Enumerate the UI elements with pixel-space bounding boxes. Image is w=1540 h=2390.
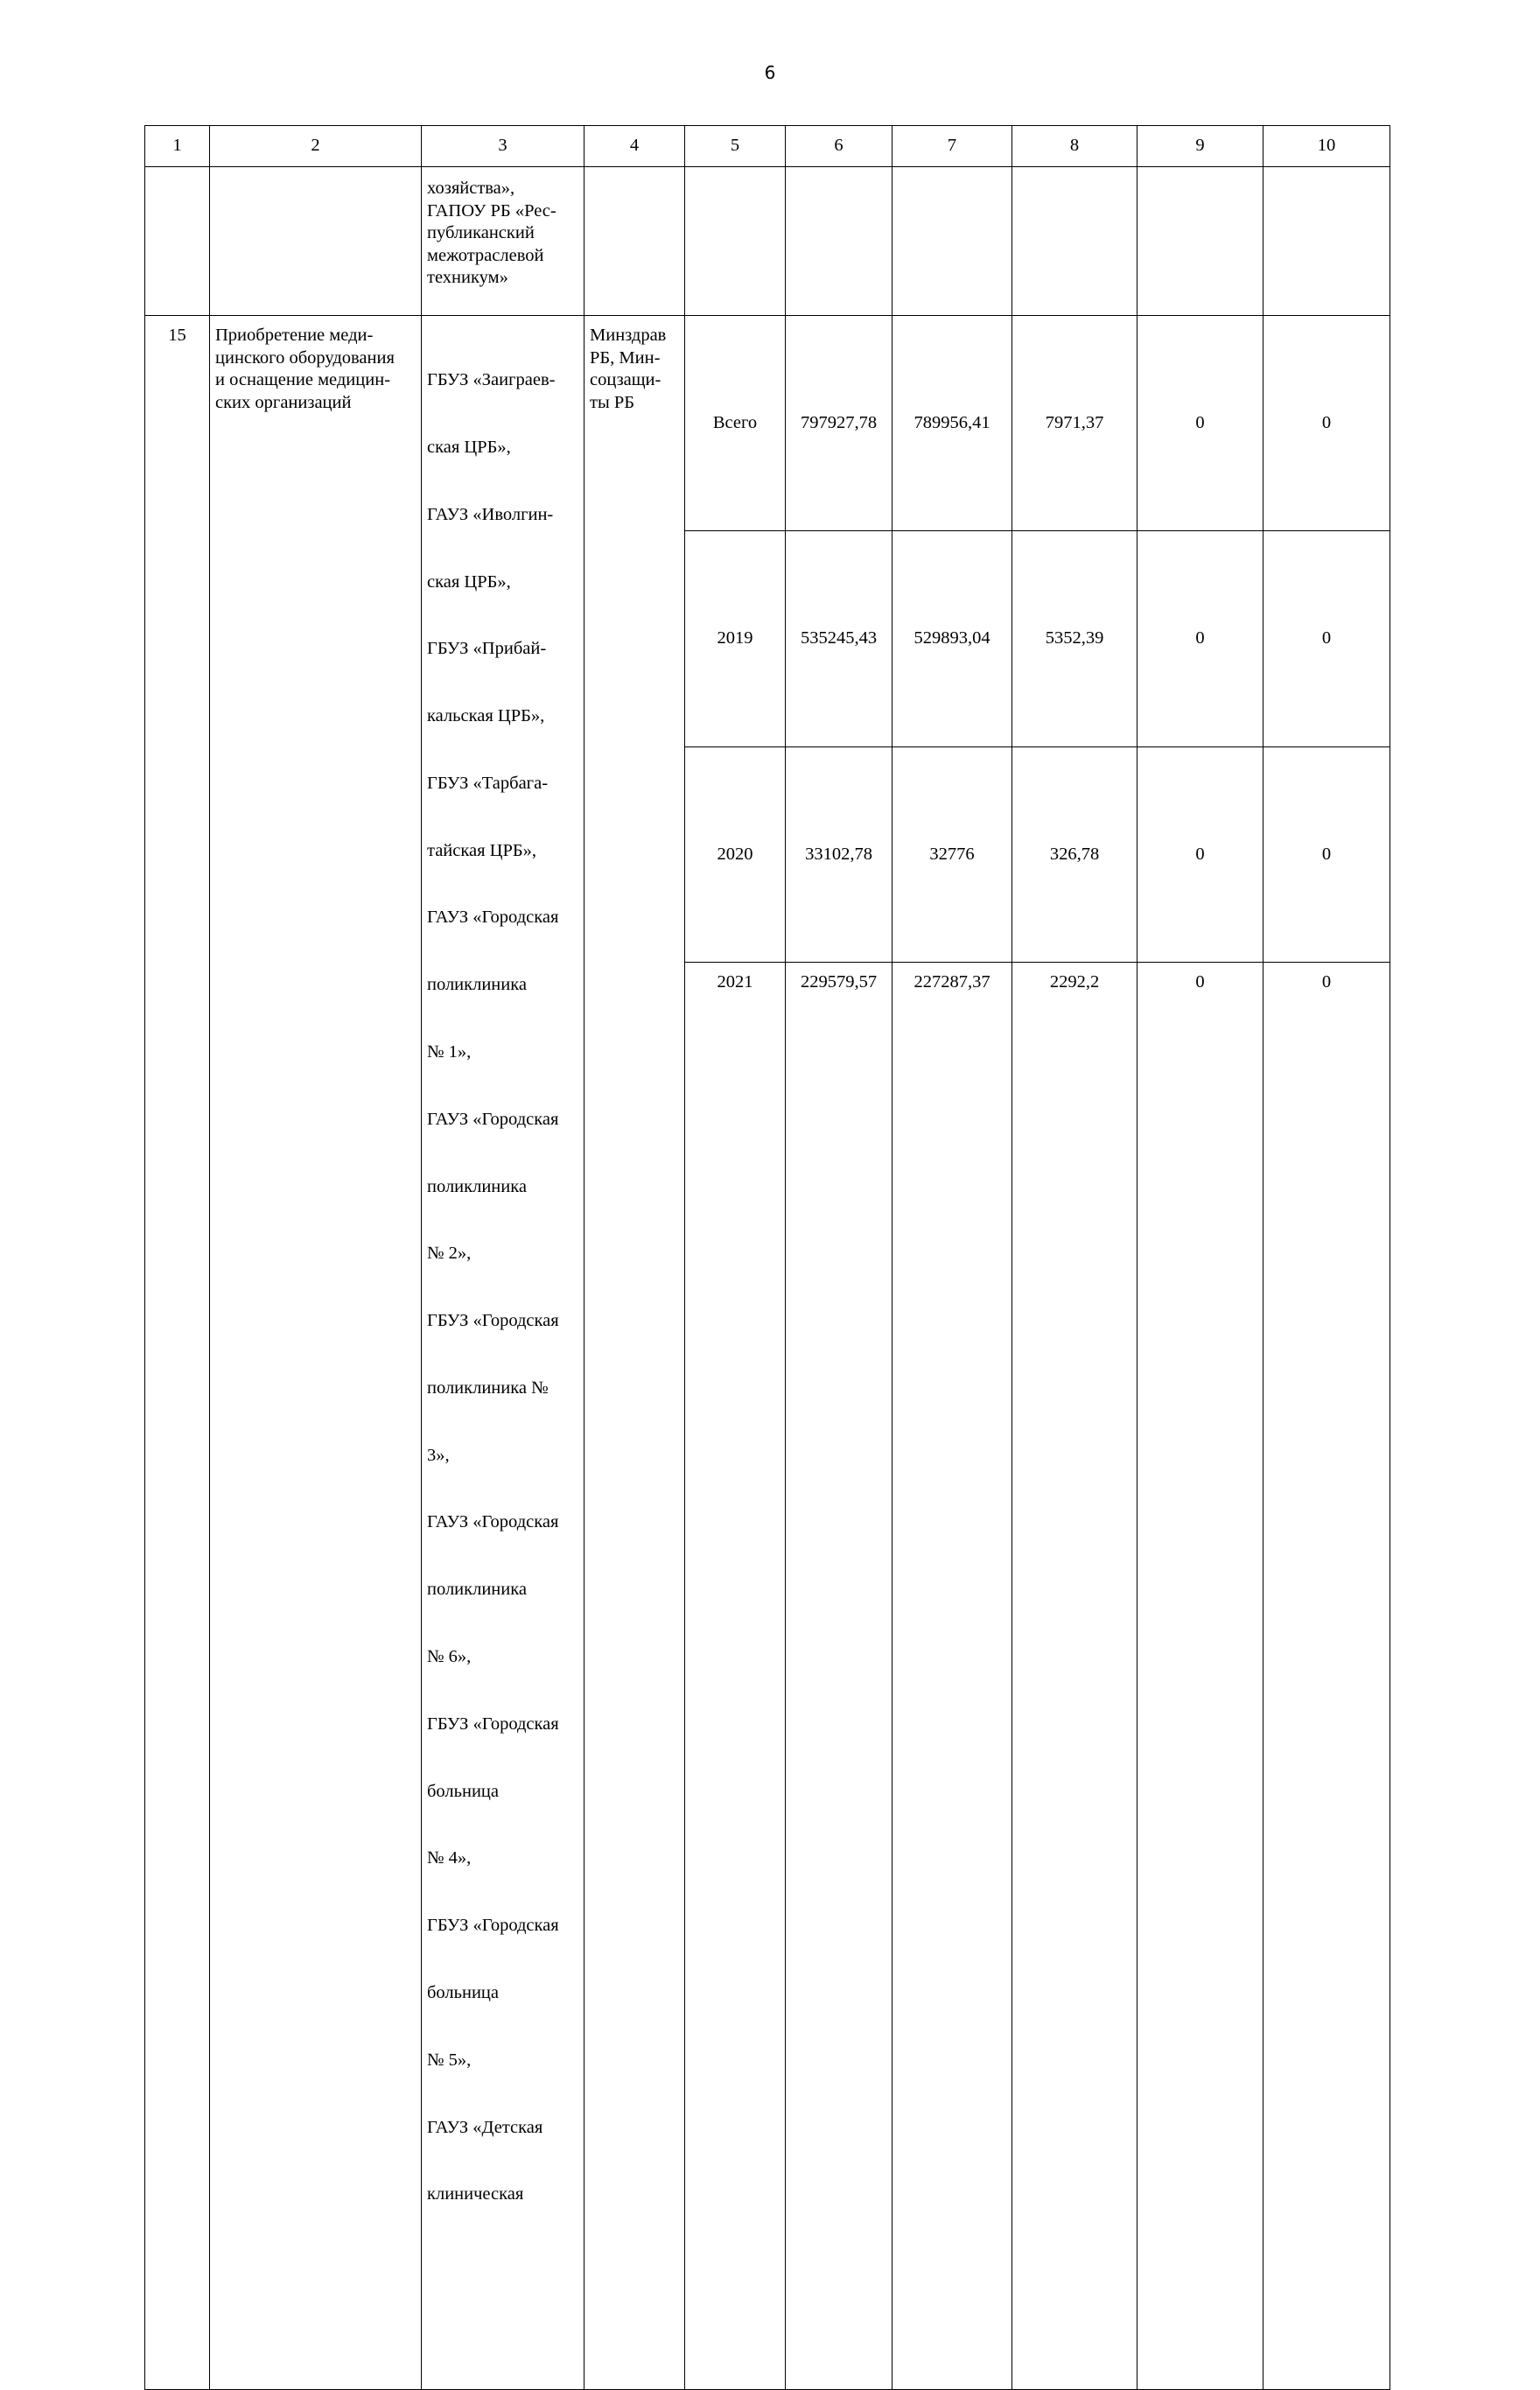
value-col-10: 0 (1264, 963, 1390, 2389)
value-col-7: 227287,37 (892, 963, 1012, 2389)
value-col-8: 5352,39 (1012, 531, 1138, 746)
period-cell: 2021 (685, 963, 786, 2389)
value-col-7: 32776 (892, 746, 1012, 962)
responsible-line: Минздрав (590, 326, 667, 345)
item-name-line: цинского оборудования (215, 347, 395, 368)
item-number: 15 (145, 316, 210, 2390)
executor-line: ГБУЗ «Прибай- (427, 639, 547, 659)
program-table (144, 125, 1390, 2390)
value-col-6: 535245,43 (786, 531, 892, 746)
table-row-continuation (145, 167, 1390, 316)
cont-executors-cell (422, 167, 584, 316)
cont-executors-line: межотраслевой (427, 245, 544, 265)
header-col-3: 3 (422, 126, 584, 167)
header-col-1: 1 (145, 126, 210, 167)
cont-executors-line: хозяйства», (427, 179, 515, 198)
executor-line: ГБУЗ «Тарбага- (427, 773, 549, 793)
header-col-9: 9 (1138, 126, 1264, 167)
cont-cell-9 (1138, 167, 1264, 316)
table-header-row (145, 126, 1390, 167)
value-col-6: 33102,78 (786, 746, 892, 962)
value-col-6: 229579,57 (786, 963, 892, 2389)
executor-line: ская ЦРБ», (427, 571, 511, 592)
item-executors-cell (422, 316, 584, 2390)
executor-line: клиническая (427, 2184, 524, 2204)
item-name-line: ских организаций (215, 392, 352, 412)
responsible-line: соцзащи- (590, 370, 662, 390)
page-number: 6 (764, 62, 776, 83)
header-col-6: 6 (786, 126, 892, 167)
value-col-9: 0 (1138, 316, 1264, 531)
header-col-7: 7 (892, 126, 1012, 167)
executor-line: ГБУЗ «Заиграев- (427, 370, 556, 390)
responsible-line: РБ, Мин- (590, 347, 661, 368)
executor-line: № 6», (427, 1647, 472, 1667)
value-col-10: 0 (1264, 531, 1390, 746)
value-col-10: 0 (1264, 746, 1390, 962)
value-col-7: 789956,41 (892, 316, 1012, 531)
executor-line: поликлиника (427, 975, 528, 995)
cont-executors-line: ГАПОУ РБ «Рес- (427, 200, 556, 221)
executor-line: № 5», (427, 2050, 472, 2070)
item-responsible-cell (584, 316, 685, 2390)
header-col-8: 8 (1012, 126, 1138, 167)
value-col-8: 7971,37 (1012, 316, 1138, 531)
item-name-line: и оснащение медицин- (215, 370, 391, 390)
item-name-cell (210, 316, 422, 2390)
cont-cell-4 (584, 167, 685, 316)
header-col-10: 10 (1264, 126, 1390, 167)
executor-line: ГАУЗ «Детская (427, 2117, 543, 2137)
value-col-6: 797927,78 (786, 316, 892, 531)
value-col-10: 0 (1264, 316, 1390, 531)
value-col-8: 326,78 (1012, 746, 1138, 962)
executor-line: кальская ЦРБ», (427, 706, 545, 726)
header-col-5: 5 (685, 126, 786, 167)
table-row-total (145, 316, 1390, 531)
cont-cell-10 (1264, 167, 1390, 316)
executor-line: поликлиника № (427, 1377, 549, 1398)
value-col-7: 529893,04 (892, 531, 1012, 746)
period-cell: Всего (685, 316, 786, 531)
executor-line: 3», (427, 1445, 450, 1465)
executor-line: ская ЦРБ», (427, 437, 511, 457)
cont-cell-8 (1012, 167, 1138, 316)
executor-line: ГБУЗ «Городская (427, 1916, 559, 1936)
executor-line: ГАУЗ «Иволгин- (427, 504, 554, 524)
executor-line: поликлиника (427, 1176, 528, 1196)
item-name-line: Приобретение меди- (215, 326, 374, 345)
executor-line: ГБУЗ «Городская (427, 1311, 559, 1331)
header-col-4: 4 (584, 126, 685, 167)
executor-line: ГБУЗ «Городская (427, 1714, 559, 1734)
cont-cell-6 (786, 167, 892, 316)
period-cell: 2019 (685, 531, 786, 746)
executor-line: поликлиника (427, 1580, 528, 1600)
executor-line: № 2», (427, 1244, 472, 1264)
executor-line: больница (427, 1982, 499, 2002)
cont-cell-1 (145, 167, 210, 316)
value-col-9: 0 (1138, 746, 1264, 962)
executor-line: ГАУЗ «Городская (427, 908, 559, 928)
value-col-9: 0 (1138, 531, 1264, 746)
executor-line: тайская ЦРБ», (427, 840, 537, 860)
value-col-9: 0 (1138, 963, 1264, 2389)
cont-executors-line: техникум» (427, 268, 508, 288)
cont-executors-line: публиканский (427, 223, 535, 243)
responsible-line: ты РБ (590, 392, 635, 412)
cont-cell-2 (210, 167, 422, 316)
cont-cell-5 (685, 167, 786, 316)
executor-line: № 1», (427, 1042, 472, 1062)
executor-line: больница (427, 1781, 499, 1801)
value-col-8: 2292,2 (1012, 963, 1138, 2389)
cont-cell-7 (892, 167, 1012, 316)
executor-line: № 4», (427, 1848, 472, 1868)
executor-line: ГАУЗ «Городская (427, 1109, 559, 1129)
executor-line: ГАУЗ «Городская (427, 1512, 559, 1532)
period-cell: 2020 (685, 746, 786, 962)
header-col-2: 2 (210, 126, 422, 167)
